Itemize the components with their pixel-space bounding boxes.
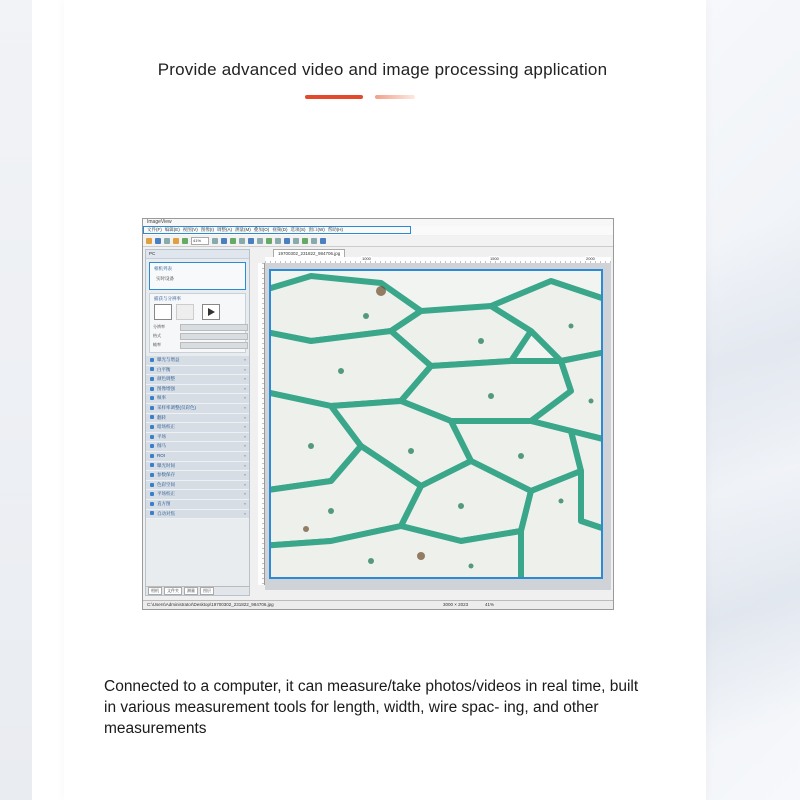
capture-field-label-2: 格式 [153,333,161,338]
tab-layer[interactable]: 图层 [200,587,214,595]
angle-tool-icon[interactable] [257,238,263,244]
format-field[interactable] [180,333,248,340]
menu-help[interactable]: 帮助(H) [327,227,343,232]
sidebar-item[interactable]: 颜色调整 » [146,375,249,385]
toolbar [143,236,613,247]
menu-view[interactable]: 视图(V) [182,227,198,232]
grid-icon[interactable] [311,238,317,244]
camera-sidebar [145,249,250,596]
pointer-icon[interactable] [221,238,227,244]
status-bar [143,600,613,609]
menubar [143,226,613,235]
sidebar-item[interactable]: 帧率 » [146,394,249,404]
accent-bar-fade [375,95,415,99]
device-list-label: 相机列表 [154,266,172,271]
snapshot-button[interactable] [154,304,172,320]
open-icon[interactable] [146,238,152,244]
save-icon[interactable] [155,238,161,244]
ruler-label: 1500 [490,256,499,261]
tab-camera[interactable]: 相机 [148,587,162,595]
rect-tool-icon[interactable] [239,238,245,244]
menu-window[interactable]: 窗口(W) [308,227,325,232]
menu-video[interactable]: 视频(D) [272,227,288,232]
sidebar-item[interactable]: 翻转 » [146,414,249,424]
menu-edit[interactable]: 编辑(E) [164,227,180,232]
play-icon [203,305,219,319]
menu-file[interactable]: 文件(F) [147,227,162,232]
scale-tool-icon[interactable] [293,238,299,244]
tab-measure[interactable]: 测量 [184,587,198,595]
window-title: ImageView [147,219,172,225]
framerate-field[interactable] [180,342,248,349]
sidebar-item[interactable]: ROI » [146,452,249,462]
document-tab[interactable]: 19700302_231822_984706.jpg [273,249,345,258]
image-workspace [265,263,611,590]
sidebar-item[interactable]: 伽马 » [146,442,249,452]
sidebar-tabs [146,586,249,595]
capture-field-label-3: 帧率 [153,342,161,347]
sidebar-item[interactable]: 自动对焦 » [146,510,249,520]
menu-highlight [143,226,411,234]
sidebar-list [146,356,249,519]
sidebar-item[interactable]: 曝光时间 » [146,462,249,472]
zoom-select[interactable]: 41% [191,237,209,245]
sidebar-item[interactable]: 平场校正 » [146,490,249,500]
onion-cell-micrograph [271,271,601,577]
capture-field-label-1: 分辨率 [153,324,165,329]
record-button[interactable] [176,304,194,320]
copy-icon[interactable] [182,238,188,244]
status-path: C:\Users\Administrator\Desktop\19700302_231822_984706.jpg [147,602,274,607]
settings-icon[interactable] [320,238,326,244]
resolution-field[interactable] [180,324,248,331]
tab-folder[interactable]: 文件夹 [164,587,182,595]
microscope-image[interactable] [269,269,603,579]
menu-image[interactable]: 图像(I) [200,227,214,232]
play-button[interactable] [202,304,220,320]
sidebar-item[interactable]: 暗场校正 » [146,423,249,433]
menu-options[interactable]: 选项(S) [290,227,306,232]
line-tool-icon[interactable] [230,238,236,244]
sidebar-item[interactable]: 平场 » [146,433,249,443]
print-icon[interactable] [164,238,170,244]
hand-icon[interactable] [212,238,218,244]
device-list-box [149,262,246,290]
capture-label: 捕获与分辨率 [154,296,181,301]
device-item[interactable]: 实时设备 [156,276,174,281]
vertical-ruler [258,263,265,585]
text-tool-icon[interactable] [275,238,281,244]
capture-panel [149,293,246,353]
sidebar-item[interactable]: 直方图 » [146,500,249,510]
folder-icon[interactable] [173,238,179,244]
calibrate-icon[interactable] [302,238,308,244]
background-streak [690,0,800,800]
accent-bar [305,95,363,99]
headline: Provide advanced video and image processing application [157,60,608,79]
menu-overlay[interactable]: 叠加(O) [253,227,270,232]
sidebar-item[interactable]: 图像增强 » [146,385,249,395]
arrow-tool-icon[interactable] [284,238,290,244]
menu-measure[interactable]: 测量(M) [235,227,251,232]
status-zoom: 41% [485,602,495,607]
sidebar-item[interactable]: 白平衡 » [146,366,249,376]
status-dimensions: 3000 × 2023 [443,602,469,607]
sidebar-header: PC [146,250,249,259]
software-screenshot [142,218,614,610]
sidebar-item[interactable]: 曝光与增益 » [146,356,249,366]
background-left [0,0,32,800]
ruler-label: 1000 [362,256,371,261]
sidebar-item[interactable]: 色彩空间 » [146,481,249,491]
menu-adjust[interactable]: 调整(A) [217,227,232,232]
sidebar-item[interactable]: 参数保存 » [146,471,249,481]
ruler-label: 2000 [586,256,595,261]
sidebar-item[interactable]: 采样率调整(仅彩色) » [146,404,249,414]
polygon-tool-icon[interactable] [266,238,272,244]
description-text: Connected to a computer, it can measure/take photos/videos in real time, built in various measurement tools for length, width, wire spac- ing, and other measurements [104,678,639,737]
circle-tool-icon[interactable] [248,238,254,244]
